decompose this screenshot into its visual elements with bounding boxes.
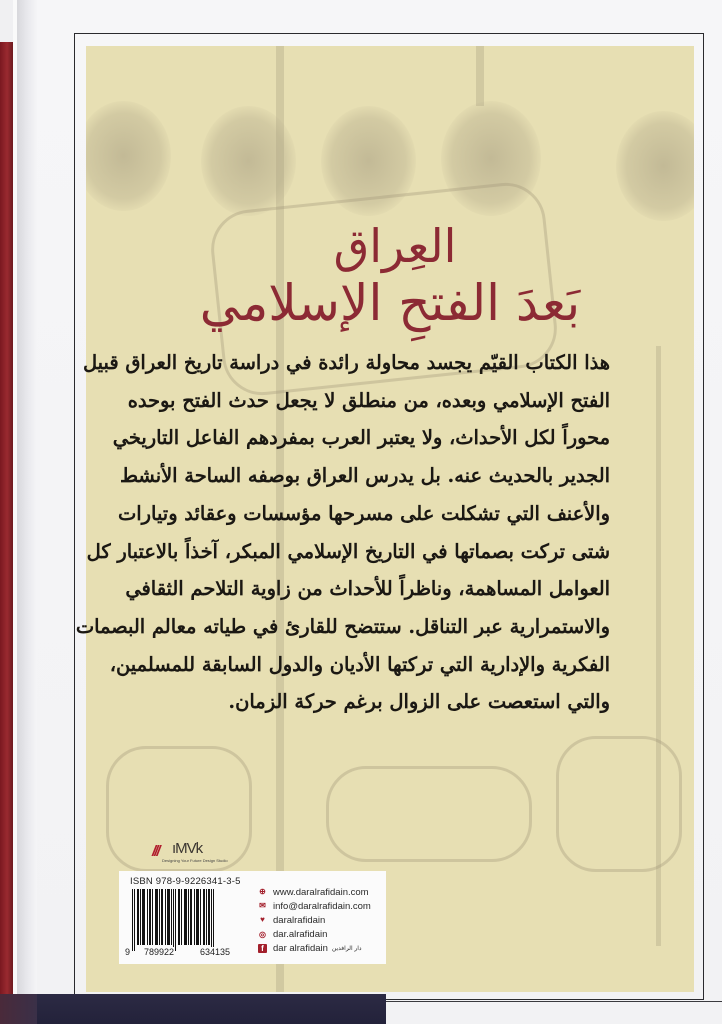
blurb-line: محوراً لكل الأحداث، ولا يعتبر العرب بمفردهم الفاعل التاريخي <box>112 426 610 450</box>
book-spine-red <box>0 42 13 1002</box>
twitter-icon: ♥ <box>260 915 265 925</box>
contact-instagram[interactable] <box>258 928 371 942</box>
bottom-edge-line <box>386 1001 722 1002</box>
blurb-line: شتى تركت بصماتها في التاريخ الإسلامي المبكر، آخذاً بالاعتبار كل <box>86 539 610 563</box>
contact-arabic-name: دار الرافدين <box>331 946 362 953</box>
facebook-icon: f <box>258 944 267 953</box>
binding-top <box>0 0 13 42</box>
publisher-info-box <box>119 871 386 964</box>
book-title <box>86 221 694 331</box>
barcode-digit-lead: 9 <box>125 947 131 957</box>
instagram-icon: ◎ <box>259 929 266 939</box>
barcode-digits-right: 634135 <box>200 947 231 957</box>
title-line-2: بَعدَ الفتحِ الإسلامي <box>199 273 581 332</box>
contact-list <box>258 885 371 956</box>
logo-slashes-icon: /// <box>152 843 159 860</box>
logo-mark: ıMVk <box>172 840 203 857</box>
blurb-line: والاستمرارية عبر التناقل. ستتضح للقارئ في طياته معالم البصمات <box>75 614 610 638</box>
blurb-line: والتي استعصت على الزوال برغم حركة الزمان. <box>228 690 610 714</box>
contact-facebook[interactable] <box>258 942 371 956</box>
contact-text: www.daralrafidain.com <box>273 886 369 898</box>
isbn-label: ISBN 978-9-9226341-3-5 <box>130 876 241 887</box>
contact-text: dar alrafidain <box>273 943 328 955</box>
logo-tagline: Designing Your Future Design Studio <box>162 858 228 863</box>
contact-twitter[interactable] <box>258 913 371 927</box>
globe-icon: ⊕ <box>259 887 266 897</box>
binding-shadow <box>17 0 37 1024</box>
book-blurb <box>75 344 610 721</box>
contact-text: daralrafidain <box>273 914 326 926</box>
bottom-navy-band <box>0 994 386 1024</box>
isbn-barcode <box>132 889 247 951</box>
blurb-line: الفكرية والإدارية التي تركتها الأديان والدول السابقة للمسلمين، <box>109 652 610 676</box>
design-studio-logo <box>152 838 228 863</box>
blurb-line: العوامل المساهمة، وناظراً للأحداث من زاوية التلاحم الثقافي <box>125 577 610 601</box>
contact-website[interactable] <box>258 885 371 899</box>
contact-text: info@daralrafidain.com <box>273 900 371 912</box>
title-line-1: العِراق <box>333 219 457 273</box>
contact-email[interactable] <box>258 899 371 913</box>
blurb-line: الجدير بالحديث عنه. بل يدرس العراق بوصفه الساحة الأنشط <box>120 464 610 488</box>
blurb-line: هذا الكتاب القيّم يجسد محاولة رائدة في دراسة تاريخ العراق قبيل <box>82 351 610 374</box>
blurb-line: والأعنف التي تشكلت على مسرحها مؤسسات وعقائد وتيارات <box>118 501 610 525</box>
barcode-digits-left: 789922 <box>144 947 175 957</box>
contact-text: dar.alrafidain <box>273 929 328 941</box>
email-icon: ✉ <box>259 901 266 911</box>
blurb-line: الفتح الإسلامي وبعده، من منطلق لا يجعل حدث الفتح بوحده <box>127 388 610 412</box>
bottom-band-corner <box>0 994 37 1024</box>
